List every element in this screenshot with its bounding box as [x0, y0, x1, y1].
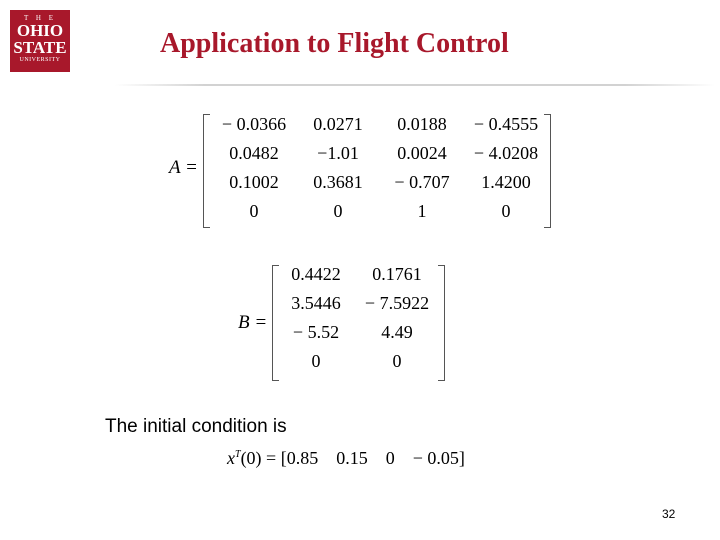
matrix-b-label: B =: [238, 312, 268, 333]
matrix-a-cell: − 0.4555: [473, 114, 539, 134]
slide-title: Application to Flight Control: [160, 28, 509, 59]
matrix-b-cell: − 5.52: [292, 322, 340, 342]
matrix-a-cell: 0.0482: [229, 143, 279, 163]
logo-the: T H E: [24, 14, 56, 22]
matrix-a-cell: 0.0188: [397, 114, 447, 134]
matrix-a-row: [212, 168, 548, 197]
matrix-b-left-bracket: [272, 265, 279, 381]
ohio-state-logo: [10, 10, 70, 72]
matrix-a-cell: − 0.707: [394, 172, 450, 192]
equation-rhs: (0) = [0.85 0.15 0 − 0.05]: [240, 448, 465, 468]
logo-state: STATE: [13, 38, 67, 57]
initial-condition-text: The initial condition is: [105, 416, 287, 437]
matrix-a-cell: 0: [249, 201, 259, 221]
matrix-a-cell: − 0.0366: [221, 114, 287, 134]
equation-variable: x: [227, 448, 235, 468]
logo-university: UNIVERSITY: [19, 57, 61, 63]
logo-ohio: OHIO: [16, 21, 64, 40]
equation-superscript: T: [235, 449, 241, 460]
matrix-a-row: [212, 139, 548, 168]
initial-condition-equation: [227, 448, 465, 469]
matrix-a-cell: 0.1002: [229, 172, 279, 192]
matrix-a-row: [212, 110, 548, 139]
matrix-b-row: [280, 289, 442, 318]
matrix-b-row: [280, 318, 442, 347]
matrix-a-cell: 0.0271: [313, 114, 363, 134]
matrix-a-cell: 1: [417, 201, 427, 221]
matrix-a-label: A =: [169, 157, 198, 178]
page-number: 32: [662, 507, 676, 521]
matrix-a-cell: 0: [501, 201, 511, 221]
matrix-a-cell: 1.4200: [481, 172, 531, 192]
title-divider: [115, 84, 715, 86]
matrix-a: [212, 110, 548, 226]
matrix-b-row: [280, 260, 442, 289]
matrix-a-cell: 0.0024: [397, 143, 447, 163]
matrix-a-left-bracket: [203, 114, 210, 228]
matrix-a-row: [212, 197, 548, 226]
matrix-a-cell: − 4.0208: [473, 143, 539, 163]
matrix-b-cell: 0: [392, 351, 402, 371]
matrix-b-cell: − 7.5922: [364, 293, 430, 313]
matrix-a-cell: 0.3681: [313, 172, 363, 192]
matrix-b-cell: 0: [311, 351, 321, 371]
matrix-b-cell: 4.49: [381, 322, 413, 342]
matrix-b-cell: 0.1761: [372, 264, 422, 284]
matrix-a-cell: 0: [333, 201, 343, 221]
matrix-b: [280, 260, 442, 376]
matrix-b-row: [280, 347, 442, 376]
matrix-b-cell: 3.5446: [291, 293, 341, 313]
matrix-a-cell: −1.01: [317, 143, 359, 163]
matrix-b-cell: 0.4422: [291, 264, 341, 284]
